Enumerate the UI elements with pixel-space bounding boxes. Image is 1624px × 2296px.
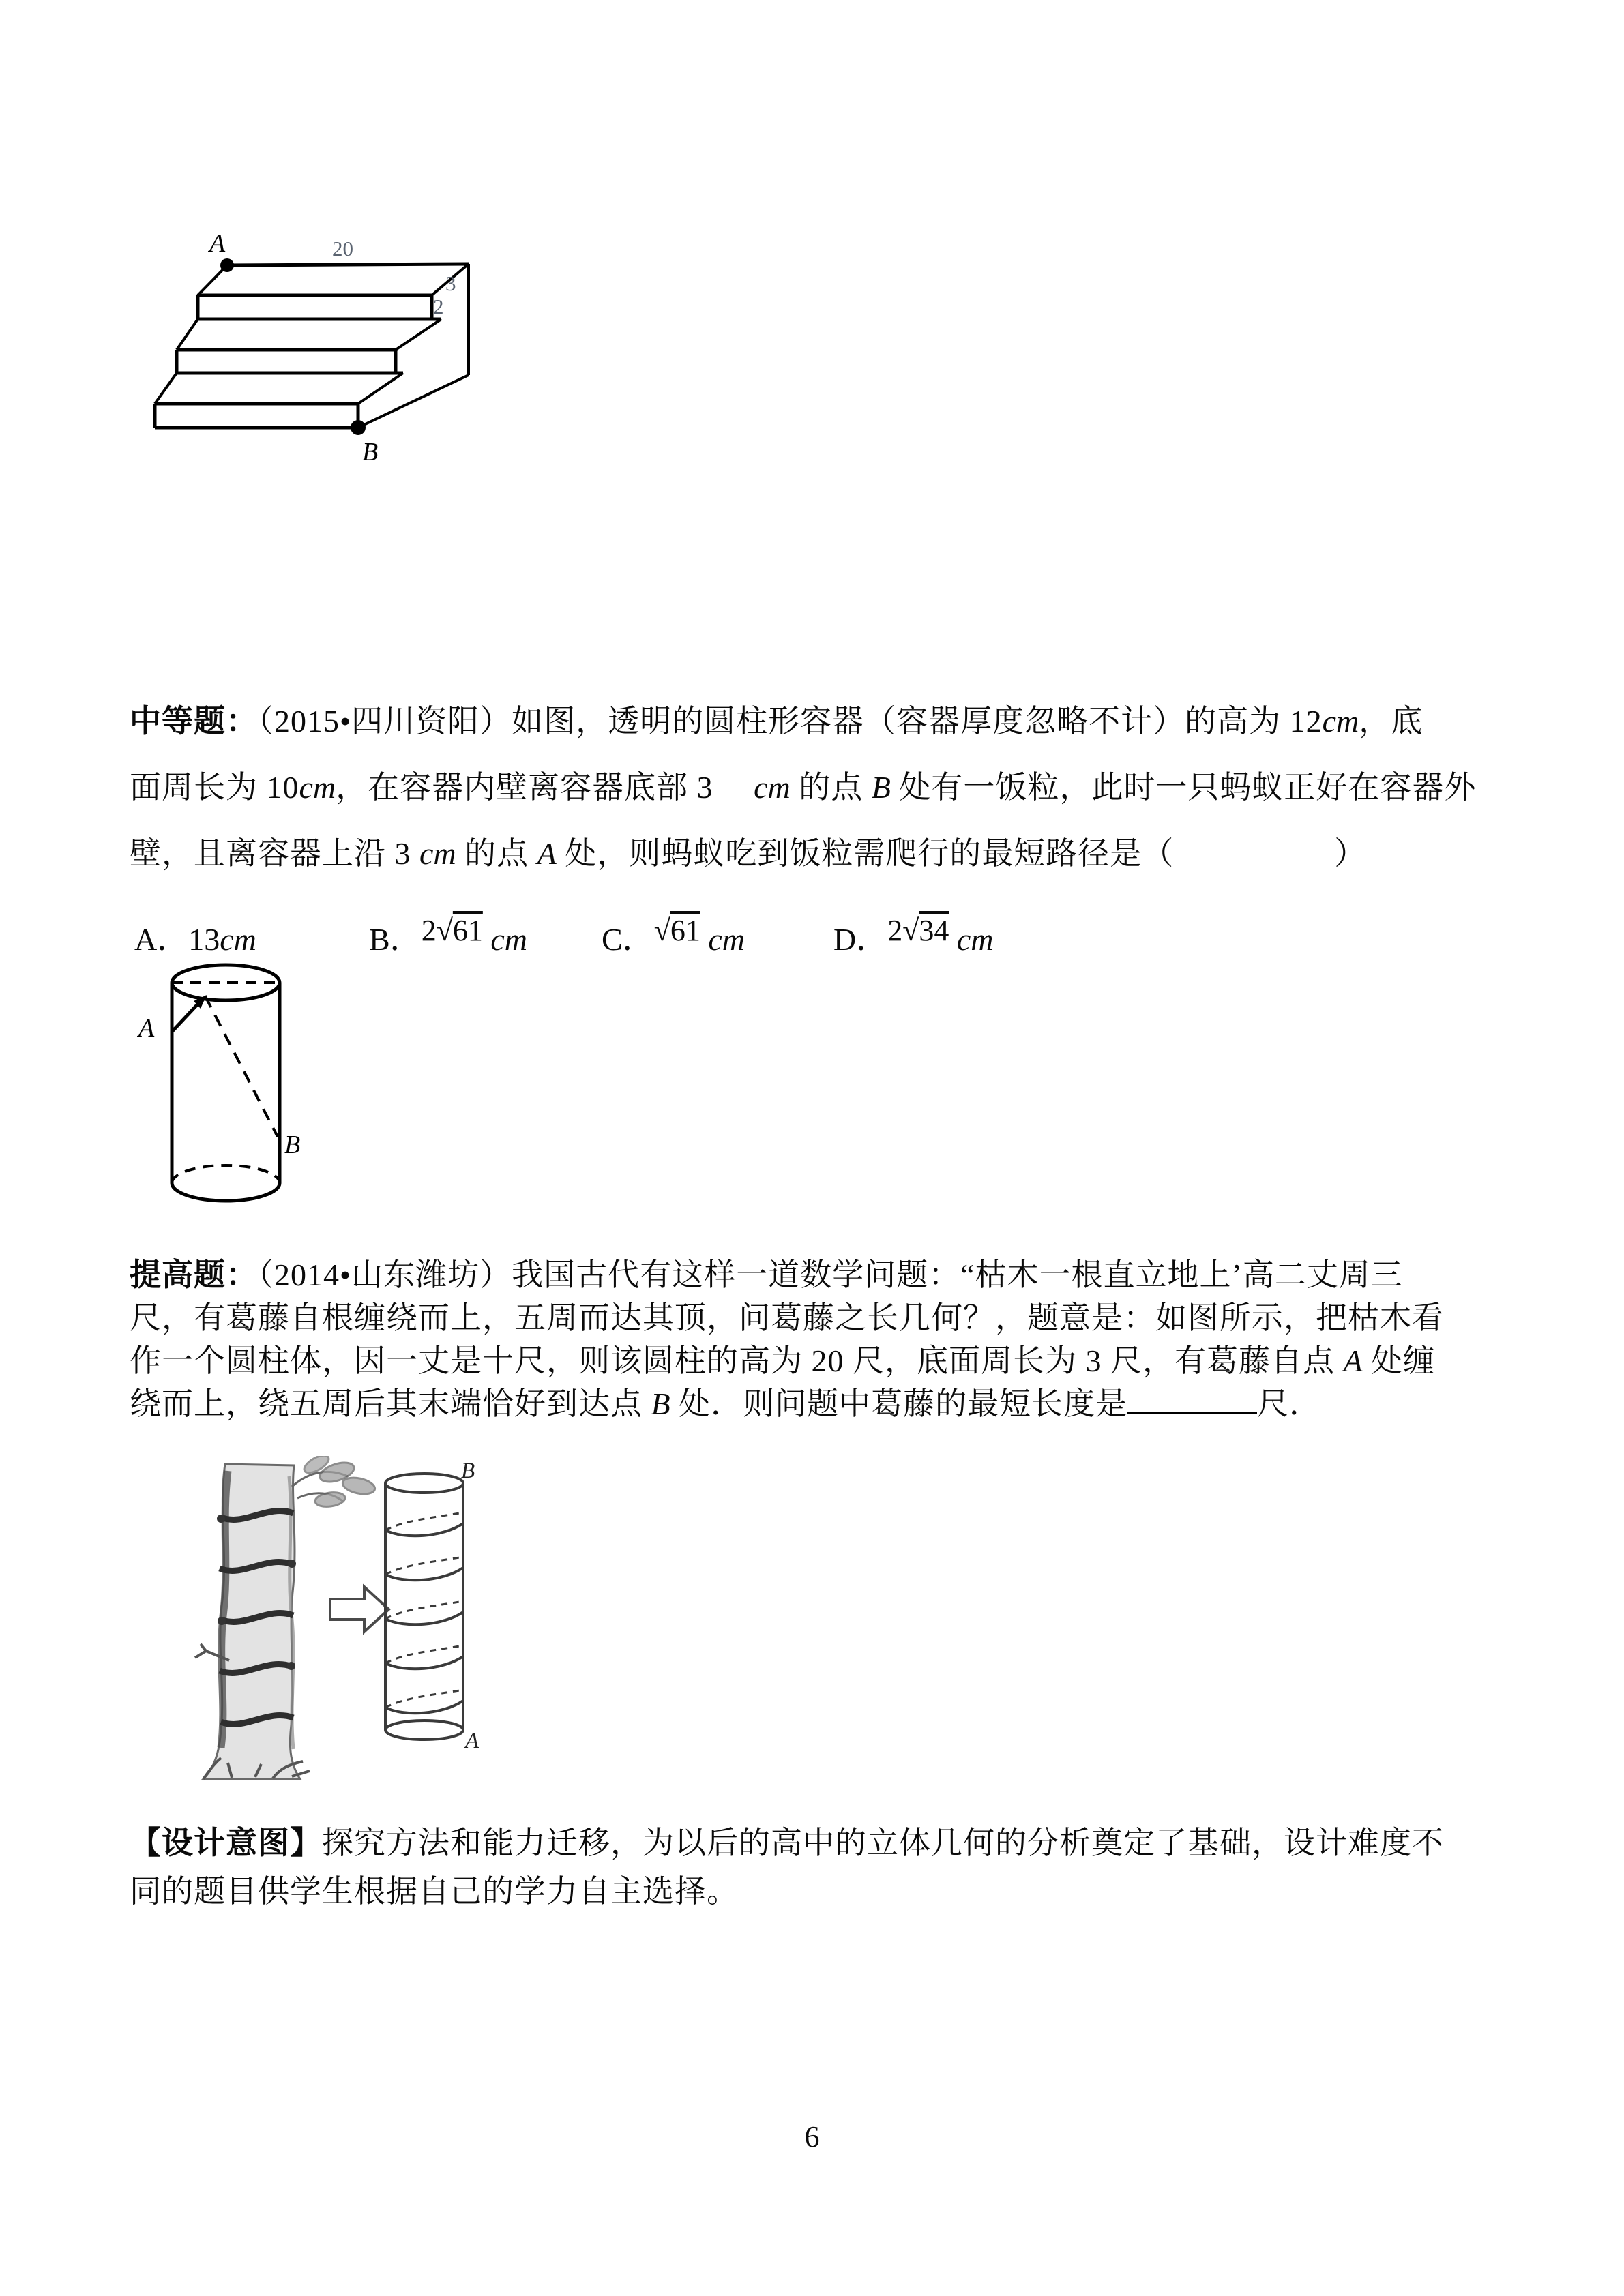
cylinder-top-ellipse (172, 965, 280, 1000)
page-number: 6 (804, 2120, 820, 2153)
cylinder-figure (133, 951, 317, 1224)
design-intent-line-1: 【设计意图】探究方法和能力迁移，为以后的高中的立体几何的分析奠定了基础，设计难度不 (130, 1825, 1444, 1860)
tree-foliage (292, 1456, 377, 1508)
problem-medium-line-1: 中等题：（2015•四川资阳）如图，透明的圆柱形容器（容器厚度忽略不计）的高为 12cm，底 (130, 703, 1423, 739)
option-c: C．√61 cm (602, 914, 745, 957)
stairs-dim-2: 2 (433, 295, 444, 318)
vine-tree-figure (190, 1456, 490, 1783)
staircase-lines (155, 264, 469, 428)
point-b-dot (351, 420, 366, 435)
stairs-label-b: B (362, 438, 379, 466)
spiral-cylinder (385, 1474, 463, 1740)
answer-options-row (130, 907, 1528, 972)
stairs-label-a: A (209, 229, 226, 258)
problem-medium-line-2: 面周长为 10cm，在容器内壁离容器底部 3 cm 的点 B 处有一饭粒，此时一只蚂蚁正好在容器外 (130, 770, 1477, 805)
cylinder-bottom-front-arc (172, 1183, 280, 1201)
option-d: D．2√34 cm (833, 914, 994, 957)
stairs-dim-3: 3 (445, 271, 456, 295)
problem-medium-paragraph (130, 688, 1476, 886)
stairs-dim-20: 20 (332, 237, 353, 260)
cylinder-bottom-back-arc-dashed (172, 1165, 280, 1183)
design-intent-paragraph (130, 1818, 1444, 1916)
cylinder-label-b: B (284, 1131, 301, 1159)
ant-path-dashed (205, 996, 278, 1137)
problem-advanced-line-2: 尺，有葛藤自根缠绕而上，五周而达其顶，问葛藤之长几何？，题意是：如图所示，把枯木看 (130, 1300, 1444, 1335)
tree-trunk-sketch (195, 1464, 310, 1779)
cylinder-label-a: A (138, 1014, 155, 1043)
tree-cylinder-label-b: B (461, 1459, 475, 1483)
problem-advanced-line-4: 绕而上，绕五周后其末端恰好到达点 B 处．则问题中葛藤的最短长度是 尺． (130, 1386, 1322, 1421)
problem-advanced-paragraph (130, 1253, 1444, 1425)
tree-cylinder-label-a: A (465, 1729, 479, 1753)
arrow-right-icon (330, 1587, 389, 1632)
problem-medium-line-3: 壁，且离容器上沿 3 cm 的点 A 处，则蚂蚁吃到饭粒需爬行的最短路径是（ ） (130, 836, 1367, 871)
problem-advanced-line-1: 提高题：（2014•山东潍坊）我国古代有这样一道数学问题：“枯木一根直立地上’高二丈周三 (130, 1257, 1403, 1292)
option-b: B．2√61 cm (369, 914, 527, 957)
design-intent-line-2: 同的题目供学生根据自己的学力自主选择。 (130, 1874, 739, 1909)
option-a: A．13cm (134, 922, 256, 957)
point-a-dot (220, 258, 234, 272)
problem-advanced-line-3: 作一个圆柱体，因一丈是十尺，则该圆柱的高为 20 尺，底面周长为 3 尺，有葛藤自点 A 处缠 (130, 1343, 1436, 1378)
staircase-figure (133, 222, 488, 481)
